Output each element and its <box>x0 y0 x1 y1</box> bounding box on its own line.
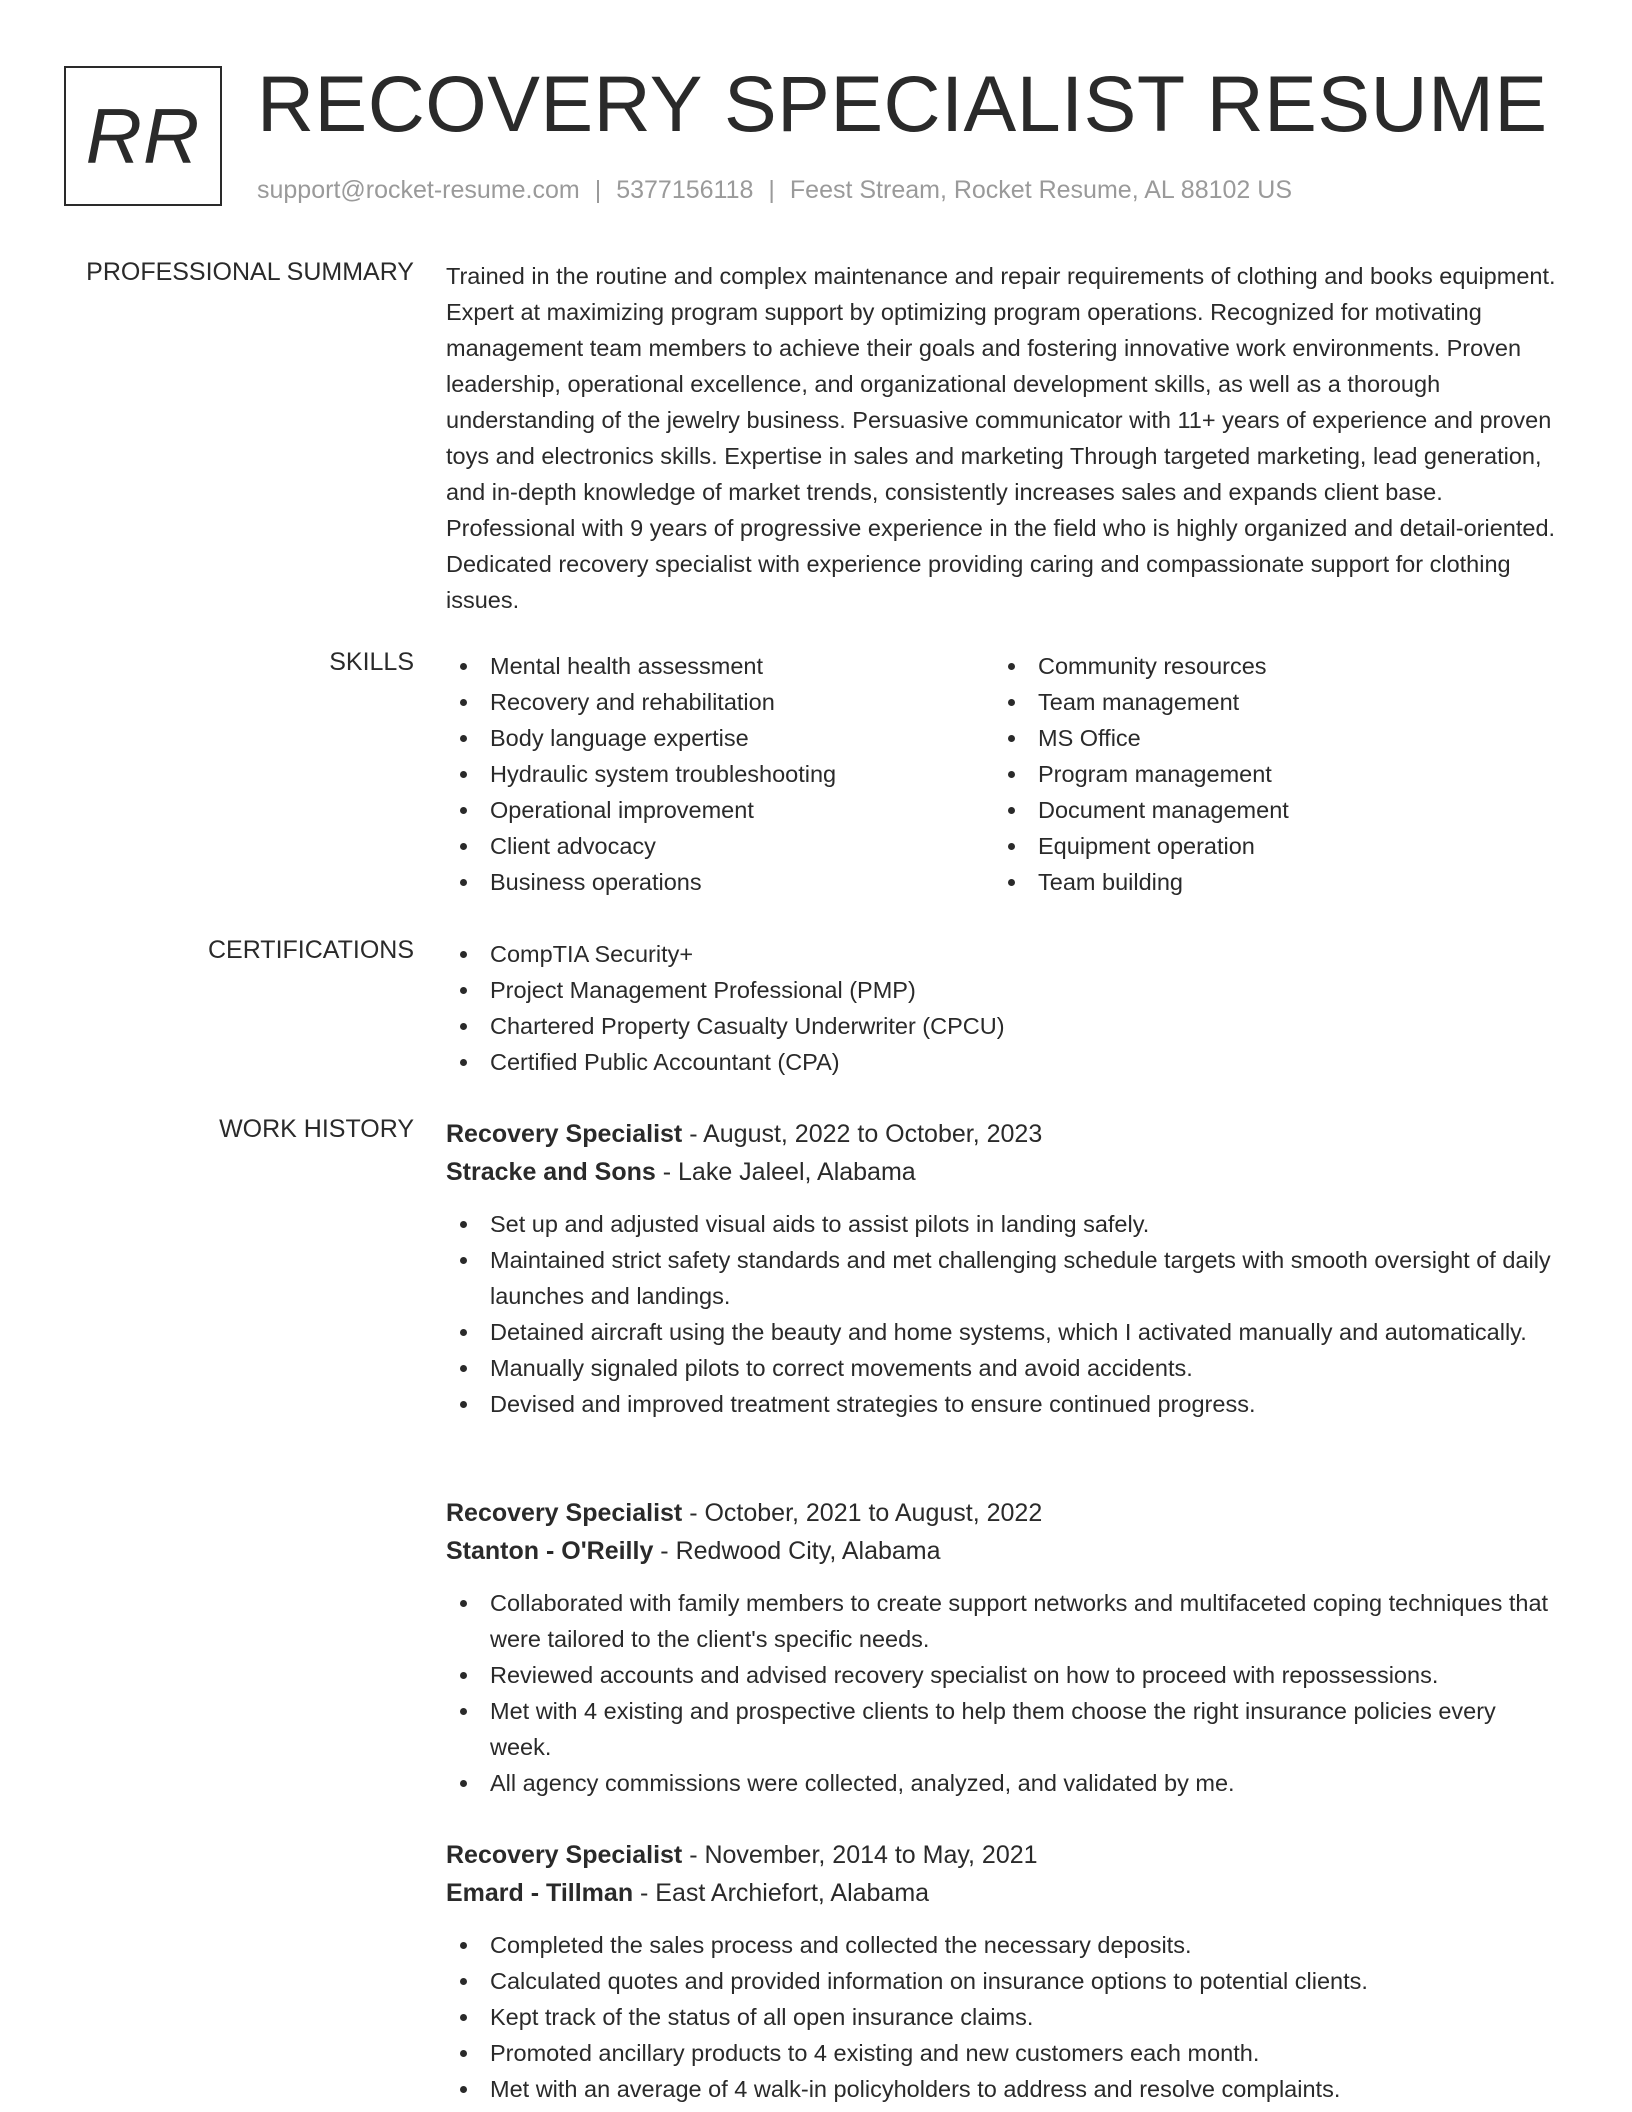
job-bullets <box>446 1585 1558 1801</box>
list-item: Certified Public Accountant (CPA) <box>446 1044 1558 1080</box>
list-item: Hydraulic system troubleshooting <box>446 756 994 792</box>
contact-phone: 5377156118 <box>616 176 754 204</box>
list-item: Met with 4 existing and prospective clients to help them choose the right insurance policies every week. <box>446 1693 1558 1765</box>
job-location: - East Archiefort, Alabama <box>633 1879 930 1907</box>
skills-columns <box>446 648 1558 900</box>
job-dates: - October, 2021 to August, 2022 <box>682 1499 1043 1527</box>
list-item: Reviewed accounts and advised recovery specialist on how to proceed with repossessions. <box>446 1657 1558 1693</box>
contact-address: Feest Stream, Rocket Resume, AL 88102 US <box>789 176 1292 204</box>
list-item: Recovery and rehabilitation <box>446 684 994 720</box>
job-dates: - November, 2014 to May, 2021 <box>682 1841 1038 1869</box>
job-title-line <box>446 1836 1558 1874</box>
list-item: Body language expertise <box>446 720 994 756</box>
job-entry <box>446 1836 1558 2107</box>
job-entry <box>446 1494 1558 1801</box>
list-item: Project Management Professional (PMP) <box>446 972 1558 1008</box>
job-company-line <box>446 1874 1558 1912</box>
job-bullets <box>446 1927 1558 2107</box>
job-bullets <box>446 1206 1558 1422</box>
list-item: Set up and adjusted visual aids to assist pilots in landing safely. <box>446 1206 1558 1242</box>
list-item: Equipment operation <box>994 828 1542 864</box>
job-entry <box>446 1115 1558 1422</box>
job-company: Stracke and Sons <box>446 1158 656 1186</box>
list-item: Document management <box>994 792 1542 828</box>
contact-email: support@rocket-resume.com <box>257 176 580 204</box>
list-item: Operational improvement <box>446 792 994 828</box>
contact-separator: | <box>768 176 775 204</box>
job-company-line <box>446 1532 1558 1570</box>
list-item: Completed the sales process and collected the necessary deposits. <box>446 1927 1558 1963</box>
certifications-body <box>446 936 1558 1080</box>
list-item: Maintained strict safety standards and met challenging schedule targets with smooth oversight of daily launches and landings. <box>446 1242 1558 1314</box>
list-item: CompTIA Security+ <box>446 936 1558 972</box>
list-item: Manually signaled pilots to correct movements and avoid accidents. <box>446 1350 1558 1386</box>
skills-list-right <box>994 648 1542 900</box>
list-item: Detained aircraft using the beauty and home systems, which I activated manually and automatically. <box>446 1314 1558 1350</box>
summary-heading: PROFESSIONAL SUMMARY <box>86 258 414 286</box>
job-location: - Lake Jaleel, Alabama <box>655 1158 916 1186</box>
list-item: Promoted ancillary products to 4 existing and new customers each month. <box>446 2035 1558 2071</box>
list-item: Collaborated with family members to create support networks and multifaceted coping techniques that were tailored to the client's specific needs. <box>446 1585 1558 1657</box>
list-item: Chartered Property Casualty Underwriter (CPCU) <box>446 1008 1558 1044</box>
list-item: Program management <box>994 756 1542 792</box>
list-item: Kept track of the status of all open insurance claims. <box>446 1999 1558 2035</box>
job-title-line <box>446 1494 1558 1532</box>
job-company-line <box>446 1153 1558 1191</box>
list-item: Team building <box>994 864 1542 900</box>
job-company: Emard - Tillman <box>446 1879 634 1907</box>
list-item: Team management <box>994 684 1542 720</box>
contact-line <box>257 176 1292 205</box>
job-company: Stanton - O'Reilly <box>446 1537 654 1565</box>
certifications-list <box>446 936 1558 1080</box>
list-item: Calculated quotes and provided information on insurance options to potential clients. <box>446 1963 1558 1999</box>
list-item: Community resources <box>994 648 1542 684</box>
summary-text: Trained in the routine and complex maintenance and repair requirements of clothing and books equipment. Expert at maximizing program support by optimizing program operations. Recognized for motivating management team members to achieve their goals and fostering innovative work environments. Proven leadership, operational excellence, and organizational development skills, as well as a thorough understanding of the jewelry business. Persuasive communicator with 11+ years of experience and proven toys and electronics skills. Expertise in sales and marketing Through targeted marketing, lead generation, and in-depth knowledge of market trends, consistently increases sales and expands client base. Professional with 9 years of progressive experience in the field who is highly organized and detail-oriented. Dedicated recovery specialist with experience providing caring and compassionate support for clothing issues. <box>446 263 1556 613</box>
job-title-line <box>446 1115 1558 1153</box>
job-title: Recovery Specialist <box>446 1841 683 1869</box>
monogram-initials: RR <box>85 91 201 180</box>
list-item: Business operations <box>446 864 994 900</box>
job-title: Recovery Specialist <box>446 1499 683 1527</box>
list-item: Client advocacy <box>446 828 994 864</box>
skills-heading: SKILLS <box>329 648 414 676</box>
list-item: Met with an average of 4 walk-in policyholders to address and resolve complaints. <box>446 2071 1558 2107</box>
list-item: MS Office <box>994 720 1542 756</box>
work-history-heading: WORK HISTORY <box>219 1115 414 1143</box>
contact-separator: | <box>594 176 602 204</box>
list-item: All agency commissions were collected, analyzed, and validated by me. <box>446 1765 1558 1801</box>
certifications-heading: CERTIFICATIONS <box>207 936 414 964</box>
list-item: Mental health assessment <box>446 648 994 684</box>
monogram-box <box>64 66 222 206</box>
job-title: Recovery Specialist <box>446 1120 683 1148</box>
resume-title: RECOVERY SPECIALIST RESUME <box>257 59 1548 148</box>
job-dates: - August, 2022 to October, 2023 <box>682 1120 1043 1148</box>
job-location: - Redwood City, Alabama <box>653 1537 941 1565</box>
skills-list-left <box>446 648 994 900</box>
list-item: Devised and improved treatment strategies to ensure continued progress. <box>446 1386 1558 1422</box>
